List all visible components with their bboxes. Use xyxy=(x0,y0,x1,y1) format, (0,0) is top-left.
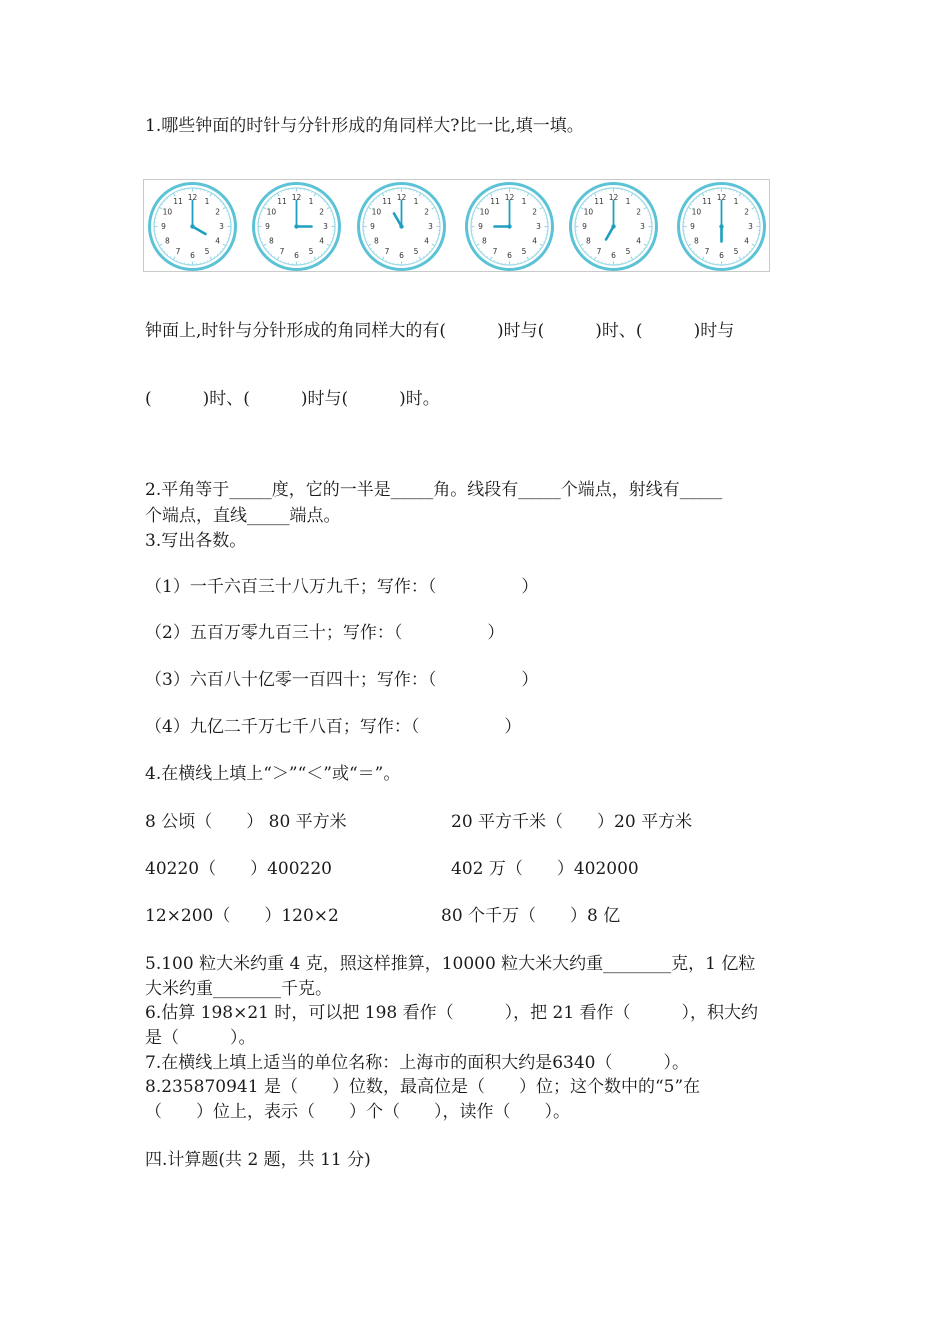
clock-numeral: 8 xyxy=(164,236,170,246)
q6-line-1: 6.估算 198×21 时，可以把 198 看作（ ），把 21 看作（ ），积大约 xyxy=(145,1003,759,1023)
clock-numeral: 3 xyxy=(748,222,753,231)
clock-numeral: 8 xyxy=(481,236,487,246)
clock-numeral: 10 xyxy=(479,207,490,217)
q5-line-1: 5.100 粒大米约重 4 克，照这样推算，10000 粒大米大约重________克，1 亿粒 xyxy=(145,954,756,974)
clock-numeral: 5 xyxy=(204,247,210,257)
clock-numeral: 2 xyxy=(636,207,642,217)
clock-numeral: 12 xyxy=(504,193,515,202)
clock-numeral: 5 xyxy=(413,247,419,257)
clock-numeral: 10 xyxy=(583,207,594,217)
clock-numeral: 3 xyxy=(219,222,224,231)
clock-9 xyxy=(463,180,556,273)
clock-numeral: 7 xyxy=(492,247,498,257)
clock-numeral: 7 xyxy=(596,247,602,257)
q3-item-1: （1）一千六百三十八万九千；写作：（ ） xyxy=(145,577,539,597)
clock-numeral: 2 xyxy=(215,207,221,217)
clock-numeral: 4 xyxy=(319,236,325,246)
clock-numeral: 5 xyxy=(308,247,314,257)
q4-title: 4.在横线上填上“＞”“＜”或“＝”。 xyxy=(145,764,401,784)
clock-numeral: 12 xyxy=(187,193,198,202)
clock-numeral: 11 xyxy=(490,196,500,206)
q2-line-2: 个端点，直线_____端点。 xyxy=(145,506,341,526)
clock-numeral: 4 xyxy=(532,236,538,246)
clock-hub xyxy=(190,224,194,228)
clock-numeral: 9 xyxy=(265,222,270,231)
clock-11 xyxy=(355,180,448,273)
clock-numeral: 11 xyxy=(173,196,183,206)
q4-row-3-right: 80 个千万（ ）8 亿 xyxy=(441,906,621,926)
clock-numeral: 1 xyxy=(521,196,527,206)
clock-numeral: 6 xyxy=(611,251,616,260)
q3-item-2: （2）五百万零九百三十；写作：（ ） xyxy=(145,623,505,643)
clock-numeral: 9 xyxy=(161,222,166,231)
q3-item-4: （4）九亿二千万七千八百；写作：（ ） xyxy=(145,717,522,737)
clock-numeral: 11 xyxy=(702,196,712,206)
q2-line-1: 2.平角等于_____度，它的一半是_____角。线段有_____个端点，射线有_____ xyxy=(145,480,723,500)
clock-numeral: 1 xyxy=(733,196,739,206)
clock-hub xyxy=(611,224,615,228)
clock-numeral: 9 xyxy=(370,222,375,231)
clock-hub xyxy=(399,224,403,228)
clock-numeral: 11 xyxy=(277,196,287,206)
clock-numeral: 10 xyxy=(691,207,702,217)
clock-numeral: 5 xyxy=(733,247,739,257)
clock-numeral: 3 xyxy=(640,222,645,231)
q1-title: 1.哪些钟面的时针与分针形成的角同样大?比一比,填一填。 xyxy=(145,116,584,136)
q4-row-2-right: 402 万（ ）402000 xyxy=(451,859,639,879)
clock-numeral: 2 xyxy=(424,207,430,217)
clock-numeral: 7 xyxy=(175,247,181,257)
clock-numeral: 9 xyxy=(582,222,587,231)
clock-numeral: 1 xyxy=(308,196,314,206)
section-4-title: 四.计算题(共 2 题，共 11 分) xyxy=(145,1150,371,1170)
clock-numeral: 6 xyxy=(294,251,299,260)
clock-numeral: 7 xyxy=(279,247,285,257)
clock-numeral: 2 xyxy=(532,207,538,217)
clock-numeral: 12 xyxy=(608,193,619,202)
q4-row-2-left: 40220（ ）400220 xyxy=(145,859,332,879)
q1-answer-line-2: ( )时、( )时与( )时。 xyxy=(145,389,440,409)
clock-numeral: 8 xyxy=(268,236,274,246)
clock-3 xyxy=(250,180,343,273)
clock-numeral: 10 xyxy=(266,207,277,217)
q4-row-3-left: 12×200（ ）120×2 xyxy=(145,906,339,926)
clock-numeral: 7 xyxy=(704,247,710,257)
clock-numeral: 4 xyxy=(424,236,430,246)
clock-numeral: 4 xyxy=(744,236,750,246)
clock-numeral: 1 xyxy=(625,196,631,206)
clock-numeral: 2 xyxy=(744,207,750,217)
clock-numeral: 8 xyxy=(585,236,591,246)
clock-numeral: 6 xyxy=(507,251,512,260)
clock-numeral: 10 xyxy=(371,207,382,217)
q6-line-2: 是（ ）。 xyxy=(145,1028,256,1048)
clock-numeral: 4 xyxy=(215,236,221,246)
clock-numeral: 12 xyxy=(291,193,302,202)
clock-numeral: 3 xyxy=(428,222,433,231)
clock-7 xyxy=(567,180,660,273)
q4-row-1-right: 20 平方千米（ ）20 平方米 xyxy=(451,812,693,832)
clock-numeral: 3 xyxy=(536,222,541,231)
clock-numeral: 9 xyxy=(690,222,695,231)
clock-numeral: 1 xyxy=(204,196,210,206)
clock-numeral: 8 xyxy=(373,236,379,246)
q8-line-1: 8.235870941 是（ ）位数，最高位是（ ）位；这个数中的“5”在 xyxy=(145,1077,701,1097)
q3-item-3: （3）六百八十亿零一百四十；写作：（ ） xyxy=(145,670,539,690)
clock-hub xyxy=(507,224,511,228)
clock-numeral: 1 xyxy=(413,196,419,206)
clock-numeral: 5 xyxy=(625,247,631,257)
clock-strip xyxy=(143,179,770,272)
clock-numeral: 3 xyxy=(323,222,328,231)
clock-4 xyxy=(146,180,239,273)
clock-numeral: 5 xyxy=(521,247,527,257)
clock-6 xyxy=(675,180,768,273)
q1-answer-line-1: 钟面上,时针与分针形成的角同样大的有( )时与( )时、( )时与 xyxy=(145,321,735,341)
clock-numeral: 7 xyxy=(384,247,390,257)
clock-hub xyxy=(719,224,723,228)
q3-title: 3.写出各数。 xyxy=(145,531,247,551)
clock-numeral: 11 xyxy=(594,196,604,206)
clock-numeral: 6 xyxy=(190,251,195,260)
clock-numeral: 8 xyxy=(693,236,699,246)
clock-numeral: 2 xyxy=(319,207,325,217)
q4-row-1-left: 8 公顷（ ） 80 平方米 xyxy=(145,812,347,832)
clock-numeral: 12 xyxy=(396,193,407,202)
clock-numeral: 6 xyxy=(399,251,404,260)
q5-line-2: 大米约重________千克。 xyxy=(145,979,332,999)
clock-hub xyxy=(294,224,298,228)
clock-numeral: 9 xyxy=(478,222,483,231)
clock-numeral: 4 xyxy=(636,236,642,246)
clock-numeral: 11 xyxy=(382,196,392,206)
q8-line-2: （ ）位上，表示（ ）个（ ），读作（ ）。 xyxy=(145,1102,570,1122)
clock-numeral: 10 xyxy=(162,207,173,217)
clock-numeral: 6 xyxy=(719,251,724,260)
clock-numeral: 12 xyxy=(716,193,727,202)
q7-line-1: 7.在横线上填上适当的单位名称：上海市的面积大约是6340（ ）。 xyxy=(145,1053,689,1073)
